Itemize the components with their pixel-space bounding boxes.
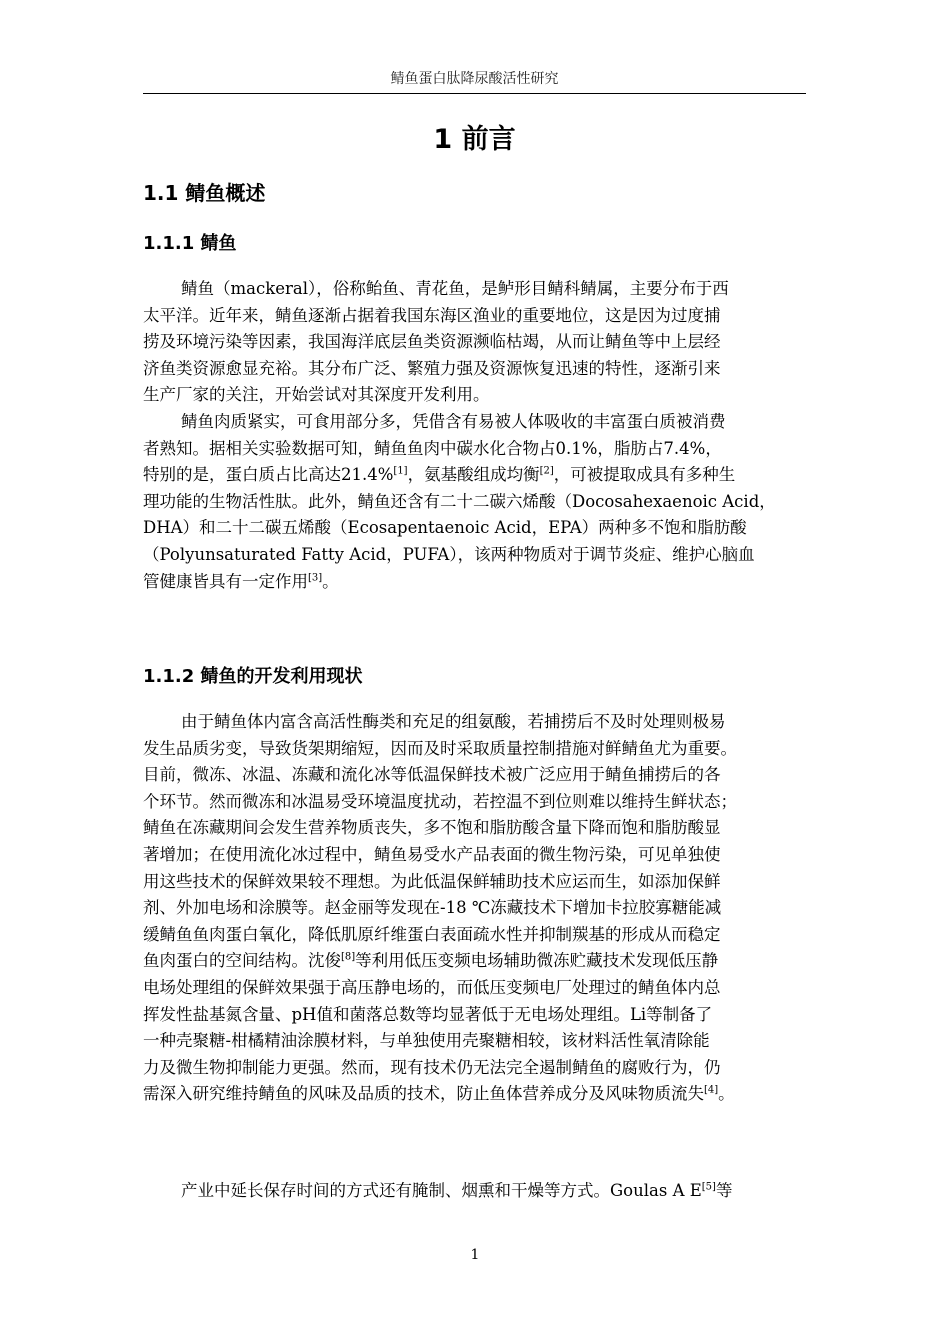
paragraph-line: 鲭鱼肉质紧实，可食用部分多，凭借含有易被人体吸收的丰富蛋白质被消费: [181, 412, 726, 431]
paragraph-line: 目前，微冻、冰温、冻藏和流化冰等低温保鲜技术被广泛应用于鲭鱼捕捞后的各: [143, 765, 721, 785]
paragraph-mackerel-nutrition: [143, 409, 806, 595]
paragraph-line: 生产厂家的关注，开始尝试对其深度开发利用。: [143, 385, 490, 405]
citation-ref[interactable]: [2]: [539, 465, 554, 477]
citation-ref[interactable]: [1]: [393, 465, 408, 477]
text-run: 。: [718, 1084, 735, 1104]
paragraph-mackerel-intro: [143, 276, 806, 409]
paragraph-line: 理功能的生物活性肽。此外，鲭鱼还含有二十二碳六烯酸（Docosahexaenoic Acid，: [143, 491, 776, 511]
paragraph-line: 挥发性盐基氮含量、pH值和菌落总数等均显著低于无电场处理组。Li等制备了: [143, 1004, 713, 1024]
paragraph-line: [143, 462, 806, 489]
text-run: 特别的是，蛋白质占比高达21.4%: [143, 465, 394, 485]
paragraph-line: [143, 569, 806, 596]
paragraph-line: 由于鲭鱼体内富含高活性酶类和充足的组氨酸，若捕捞后不及时处理则极易: [181, 712, 726, 731]
citation-ref[interactable]: [4]: [704, 1084, 719, 1096]
text-run: ，可被提取成具有多种生: [553, 465, 736, 485]
paragraph-line: 发生品质劣变，导致货架期缩短，因而及时采取质量控制措施对鲜鲭鱼尤为重要。: [143, 738, 737, 758]
citation-ref[interactable]: [5]: [701, 1181, 716, 1193]
text-run: 需深入研究维持鲭鱼的风味及品质的技术，防止鱼体营养成分及风味物质流失: [143, 1084, 704, 1104]
chapter-title: 1 前言: [433, 124, 516, 155]
paragraph-line: 剂、外加电场和涂膜等。赵金丽等发现在-18 ℃冻藏技术下增加卡拉胶寡糖能减: [143, 898, 722, 918]
paragraph-line: [143, 948, 806, 975]
page-number: 1: [470, 1247, 480, 1263]
section-heading-1-1-2: 1.1.2 鲭鱼的开发利用现状: [143, 666, 363, 687]
citation-ref[interactable]: [8]: [341, 951, 356, 963]
section-heading-1-1: 1.1 鲭鱼概述: [143, 181, 266, 205]
text-run: 产业中延长保存时间的方式还有腌制、烟熏和干燥等方式。Goulas A E: [181, 1181, 702, 1200]
paragraph-line: DHA）和二十二碳五烯酸（Ecosapentaenoic Acid，EPA）两种多不饱和脂肪酸: [143, 518, 747, 538]
paragraph-line: 鲭鱼在冻藏期间会发生营养物质丧失，多不饱和脂肪酸含量下降而饱和脂肪酸显: [143, 818, 721, 838]
text-run: 鱼肉蛋白的空间结构。沈俊: [143, 951, 341, 971]
paragraph-line: 者熟知。据相关实验数据可知，鲭鱼鱼肉中碳水化合物占0.1%，脂肪占7.4%，: [143, 438, 722, 458]
paragraph-line: 捞及环境污染等因素，我国海洋底层鱼类资源濒临枯竭，从而让鲭鱼等中上层经: [143, 332, 721, 352]
paragraph-line: [143, 1081, 806, 1108]
paragraph-line: 缓鲭鱼鱼肉蛋白氧化，降低肌原纤维蛋白表面疏水性并抑制羰基的形成从而稳定: [143, 924, 721, 944]
paragraph-line: 济鱼类资源愈显充裕。其分布广泛、繁殖力强及资源恢复迅速的特性，逐渐引来: [143, 358, 721, 378]
text-run: 等利用低压变频电场辅助微冻贮藏技术发现低压静: [355, 951, 719, 971]
paragraph-preservation-tech: [143, 709, 806, 1108]
paragraph-line: （Polyunsaturated Fatty Acid，PUFA），该两种物质对于调节炎症、维护心脑血: [143, 544, 755, 564]
paragraph-line: 著增加；在使用流化冰过程中，鲭鱼易受水产品表面的微生物污染，可见单独使: [143, 844, 721, 864]
citation-ref[interactable]: [3]: [308, 572, 323, 584]
paragraph-line: 用这些技术的保鲜效果较不理想。为此低温保鲜辅助技术应运而生，如添加保鲜: [143, 871, 721, 891]
paragraph-line: 鲭鱼（mackeral），俗称鲐鱼、青花鱼，是鲈形目鲭科鲭属，主要分布于西: [181, 279, 729, 298]
paragraph-line: 个环节。然而微冻和冰温易受环境温度扰动，若控温不到位则难以维持生鲜状态；: [143, 791, 737, 811]
text-run: ，氨基酸组成均衡: [407, 465, 540, 485]
header-divider: [143, 93, 806, 94]
paragraph-processing-methods: [143, 1178, 806, 1205]
paragraph-line: 太平洋。近年来，鲭鱼逐渐占据着我国东海区渔业的重要地位，这是因为过度捕: [143, 305, 721, 325]
text-run: 等: [715, 1181, 733, 1200]
running-header: 鲭鱼蛋白肽降尿酸活性研究: [390, 71, 559, 87]
paragraph-line: [143, 1178, 806, 1205]
text-run: 管健康皆具有一定作用: [143, 571, 308, 591]
section-heading-1-1-1: 1.1.1 鲭鱼: [143, 233, 237, 254]
text-run: 。: [322, 571, 339, 591]
paragraph-line: 一种壳聚糖-柑橘精油涂膜材料，与单独使用壳聚糖相较，该材料活性氧清除能: [143, 1031, 710, 1051]
paragraph-line: 电场处理组的保鲜效果强于高压静电场的，而低压变频电厂处理过的鲭鱼体内总: [143, 977, 721, 997]
paragraph-line: 力及微生物抑制能力更强。然而，现有技术仍无法完全遏制鲭鱼的腐败行为，仍: [143, 1057, 721, 1077]
